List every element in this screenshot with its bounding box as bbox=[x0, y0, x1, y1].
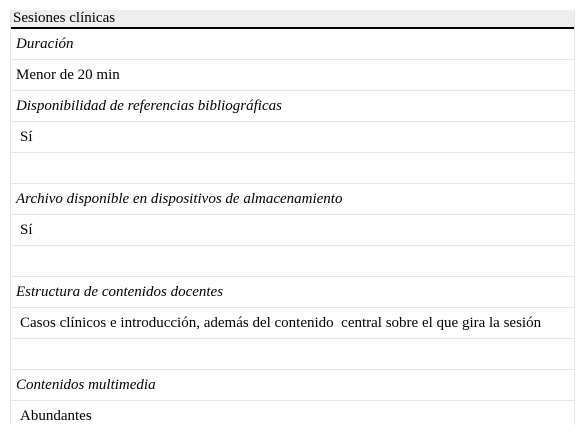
row-empty bbox=[11, 339, 574, 370]
row-label-multimedia: Contenidos multimedia bbox=[11, 370, 574, 401]
row-label-duration: Duración bbox=[11, 29, 574, 60]
row-value-references: Sí bbox=[11, 122, 574, 153]
row-value-structure: Casos clínicos e introducción, además del contenido central sobre el que gira la sesión bbox=[11, 308, 574, 339]
row-value-storage: Sí bbox=[11, 215, 574, 246]
row-value-multimedia: Abundantes bbox=[20, 408, 92, 424]
row-label-storage: Archivo disponible en dispositivos de almacenamiento bbox=[11, 184, 574, 215]
row-empty bbox=[11, 246, 574, 277]
row-label-structure: Estructura de contenidos docentes bbox=[11, 277, 574, 308]
sessions-table bbox=[10, 10, 575, 425]
row-value-duration: Menor de 20 min bbox=[11, 60, 574, 91]
row-empty bbox=[11, 153, 574, 184]
row-label-references: Disponibilidad de referencias bibliográficas bbox=[11, 91, 574, 122]
table-header-title: Sesiones clínicas bbox=[11, 10, 574, 29]
